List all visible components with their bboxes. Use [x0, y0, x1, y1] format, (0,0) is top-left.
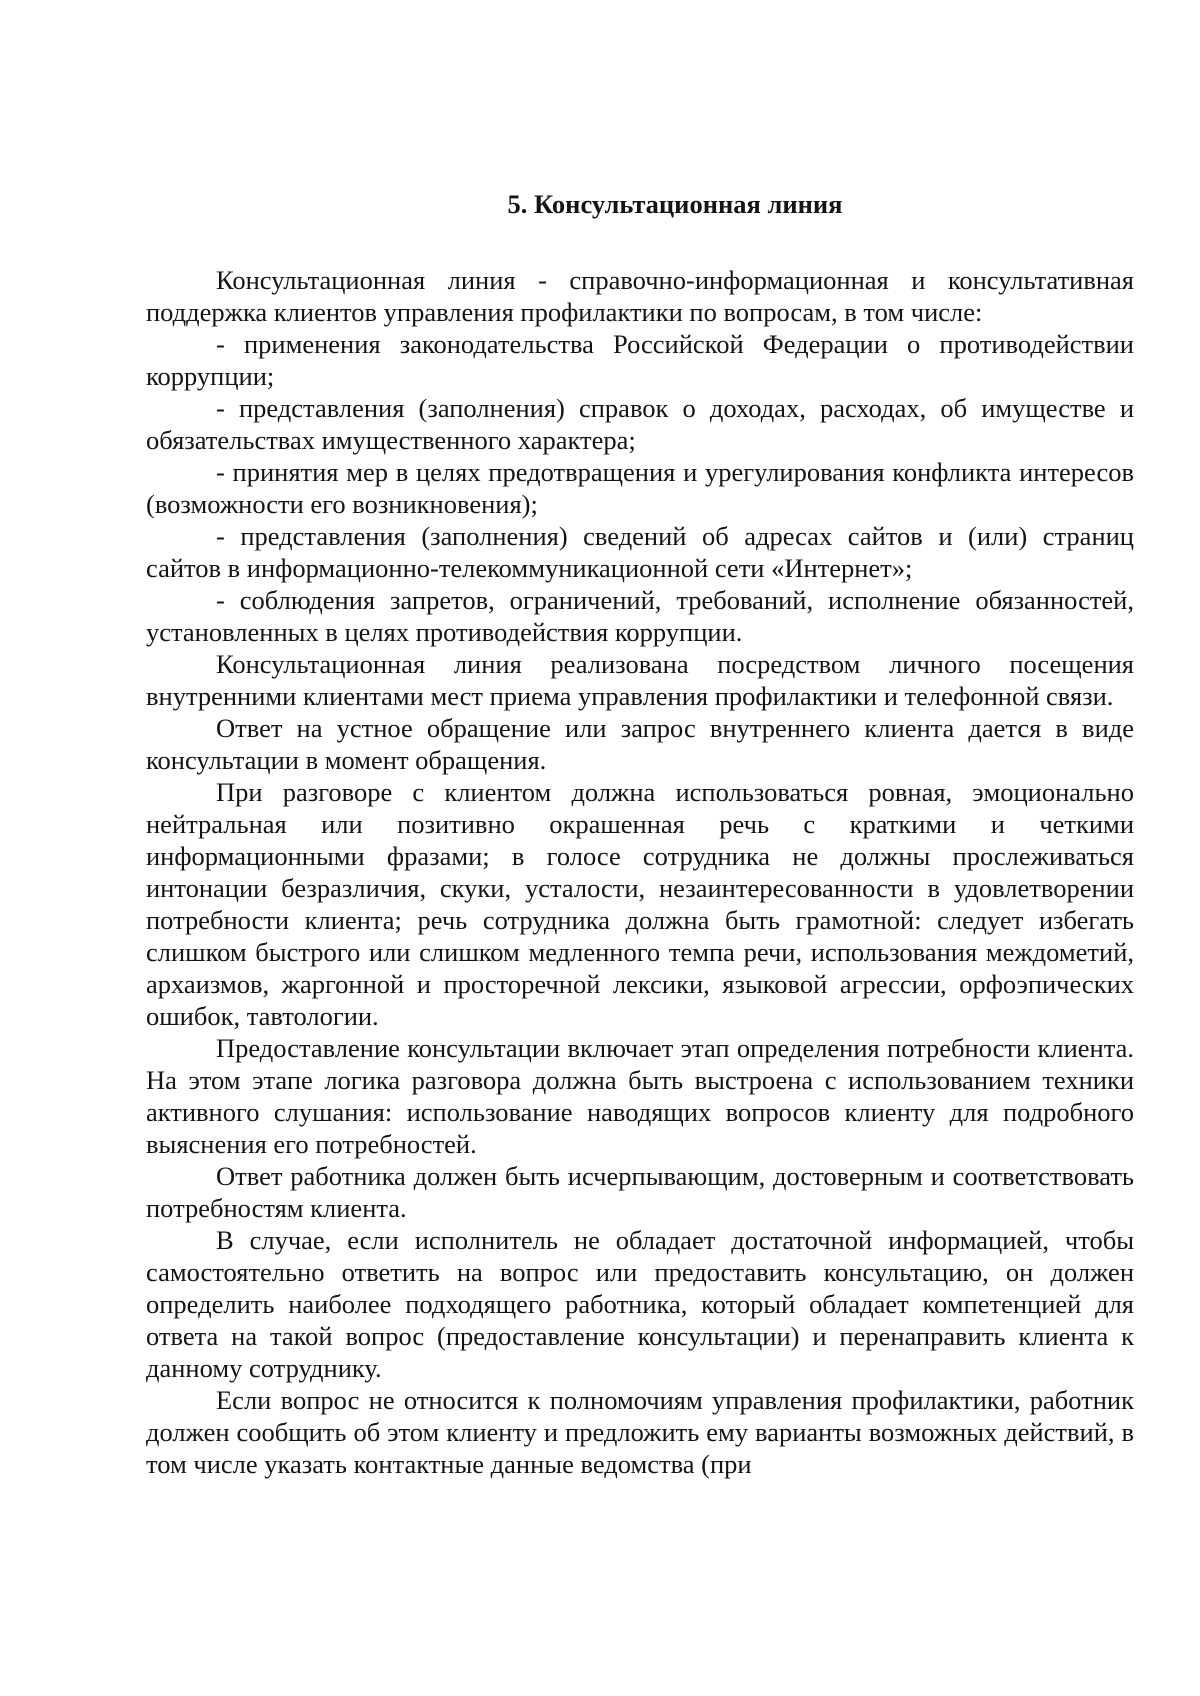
- paragraph-needs-assessment: Предоставление консультации включает этап определения потребности клиента. На этом этапе логика разговора должна быть выстроена с использованием техники активного слушания: использование наводящих вопросов клиенту для подробного выяснения его потребностей.: [146, 1033, 1134, 1159]
- paragraph-line-implementation: Консультационная линия реализована посредством личного посещения внутренними клиентами мест приема управления профилактики и телефонной связи.: [146, 649, 1134, 711]
- paragraph-item-conflict-of-interest: - принятия мер в целях предотвращения и урегулирования конфликта интересов (возможности его возникновения);: [146, 457, 1134, 519]
- section-title: 5. Консультационная линия: [507, 189, 843, 219]
- paragraph-speech-requirements: При разговоре с клиентом должна использоваться ровная, эмоционально нейтральная или позитивно окрашенная речь с краткими и четкими информационными фразами; в голосе сотрудника не должны прослеживаться интонации безразличия, скуки, усталости, незаинтересованности в удовлетворении потребности клиента; речь сотрудника должна быть грамотной: следует избегать слишком быстрого или слишком медленного темпа речи, использования междометий, архаизмов, жаргонной и просторечной лексики, языковой агрессии, орфоэпических ошибок, тавтологии.: [146, 777, 1134, 1031]
- document-body: [146, 188, 1134, 1480]
- paragraph-intro: Консультационная линия - справочно-информационная и консультативная поддержка клиентов управления профилактики по вопросам, в том числе:: [146, 265, 1134, 327]
- paragraph-item-anticorruption-law: - применения законодательства Российской Федерации о противодействии коррупции;: [146, 329, 1134, 391]
- paragraph-item-income-statements: - представления (заполнения) справок о доходах, расходах, об имуществе и обязательствах имущественного характера;: [146, 393, 1134, 455]
- paragraph-item-restrictions: - соблюдения запретов, ограничений, требований, исполнение обязанностей, установленных в целях противодействия коррупции.: [146, 585, 1134, 647]
- paragraph-answer-quality: Ответ работника должен быть исчерпывающим, достоверным и соответствовать потребностям клиента.: [146, 1161, 1134, 1223]
- paragraph-item-website-info: - представления (заполнения) сведений об адресах сайтов и (или) страниц сайтов в информационно-телекоммуникационной сети «Интернет»;: [146, 521, 1134, 583]
- paragraph-oral-response: Ответ на устное обращение или запрос внутреннего клиента дается в виде консультации в момент обращения.: [146, 713, 1134, 775]
- paragraph-redirect: В случае, если исполнитель не обладает достаточной информацией, чтобы самостоятельно ответить на вопрос или предоставить консультацию, он должен определить наиболее подходящего работника, который обладает компетенцией для ответа на такой вопрос (предоставление консультации) и перенаправить клиента к данному сотруднику.: [146, 1225, 1134, 1383]
- paragraph-outside-authority: Если вопрос не относится к полномочиям управления профилактики, работник должен сообщить об этом клиенту и предложить ему варианты возможных действий, в том числе указать контактные данные ведомства (при: [146, 1385, 1134, 1479]
